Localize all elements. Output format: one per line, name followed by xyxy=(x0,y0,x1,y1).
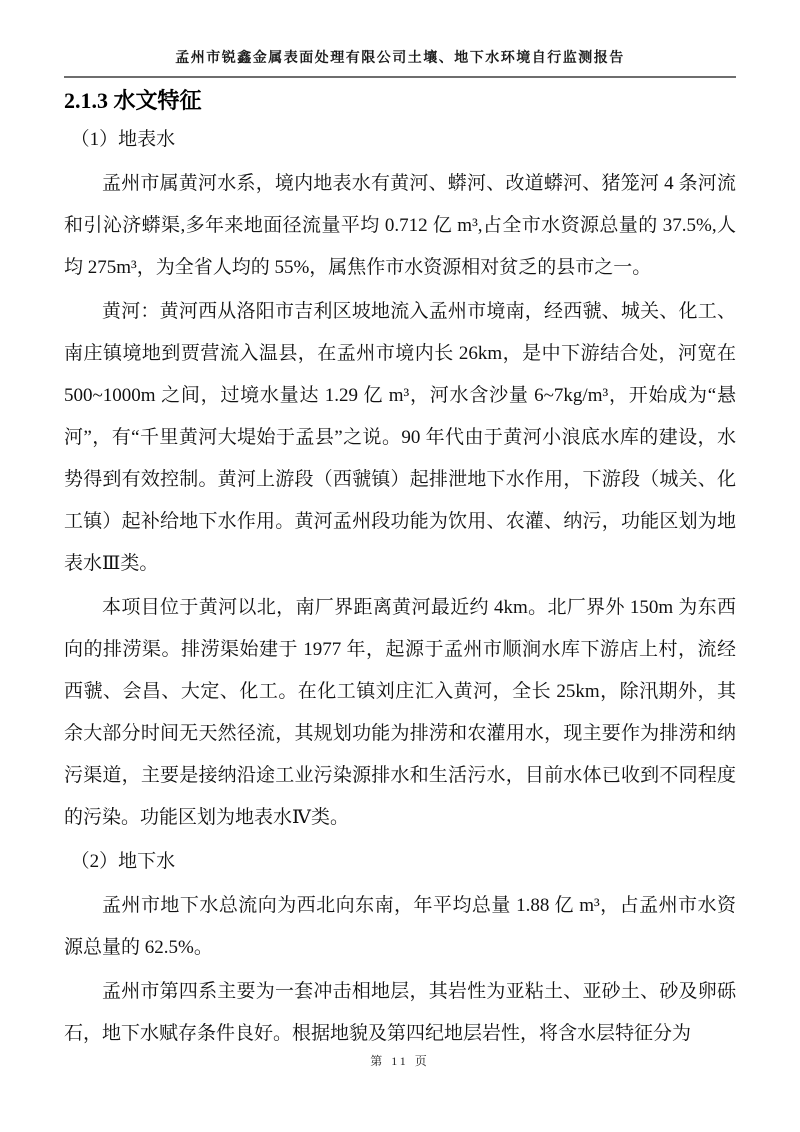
paragraph-yellow-river: 黄河：黄河西从洛阳市吉利区坡地流入孟州市境南，经西虢、城关、化工、南庄镇境地到贾营流入温县，在孟州市境内长 26km，是中下游结合处，河宽在 500~1000m 之间，过境水量达 1.29 亿 m³，河水含沙量 6~7kg/m³，开始成为“悬河”，有“千里黄河大堤始于孟县”之说。90 年代由于黄河小浪底水库的建设，水势得到有效控制。黄河上游段（西虢镇）起排泄地下水作用，下游段（城关、化工镇）起补给地下水作用。黄河孟州段功能为饮用、农灌、纳污，功能区划为地表水Ⅲ类。 xyxy=(64,301,736,574)
header-divider xyxy=(64,76,736,78)
running-header-title: 孟州市锐鑫金属表面处理有限公司土壤、地下水环境自行监测报告 xyxy=(175,51,625,66)
paragraph-rivers-overview: 孟州市属黄河水系，境内地表水有黄河、蟒河、改道蟒河、猪笼河 4 条河流和引沁济蟒渠,多年来地面径流量平均 0.712 亿 m³,占全市水资源总量的 37.5%,人均 275m³，为全省人均的 55%，属焦作市水资源相对贫乏的县市之一。 xyxy=(64,173,736,278)
subsection-groundwater: （2）地下水 xyxy=(70,851,176,872)
paragraph-quaternary-strata: 孟州市第四系主要为一套冲击相地层，其岩性为亚粘土、亚砂土、砂及卵砾石，地下水赋存条件良好。根据地貌及第四纪地层岩性，将含水层特征分为 xyxy=(64,981,736,1044)
subsection-surface-water: （1）地表水 xyxy=(70,129,176,150)
page-number: 第 11 页 xyxy=(370,1054,430,1068)
section-heading: 2.1.3 水文特征 xyxy=(64,88,202,113)
paragraph-project-location-drainage: 本项目位于黄河以北，南厂界距离黄河最近约 4km。北厂界外 150m 为东西向的排涝渠。排涝渠始建于 1977 年，起源于孟州市顺涧水库下游店上村，流经西虢、会昌、大定、化工。在化工镇刘庄汇入黄河，全长 25km，除汛期外，其余大部分时间无天然径流，其规划功能为排涝和农灌用水，现主要作为排涝和纳污渠道，主要是接纳沿途工业污染源排水和生活污水，目前水体已收到不同程度的污染。功能区划为地表水Ⅳ类。 xyxy=(64,597,736,828)
paragraph-groundwater-flow: 孟州市地下水总流向为西北向东南，年平均总量 1.88 亿 m³，占孟州市水资源总量的 62.5%。 xyxy=(64,895,736,958)
